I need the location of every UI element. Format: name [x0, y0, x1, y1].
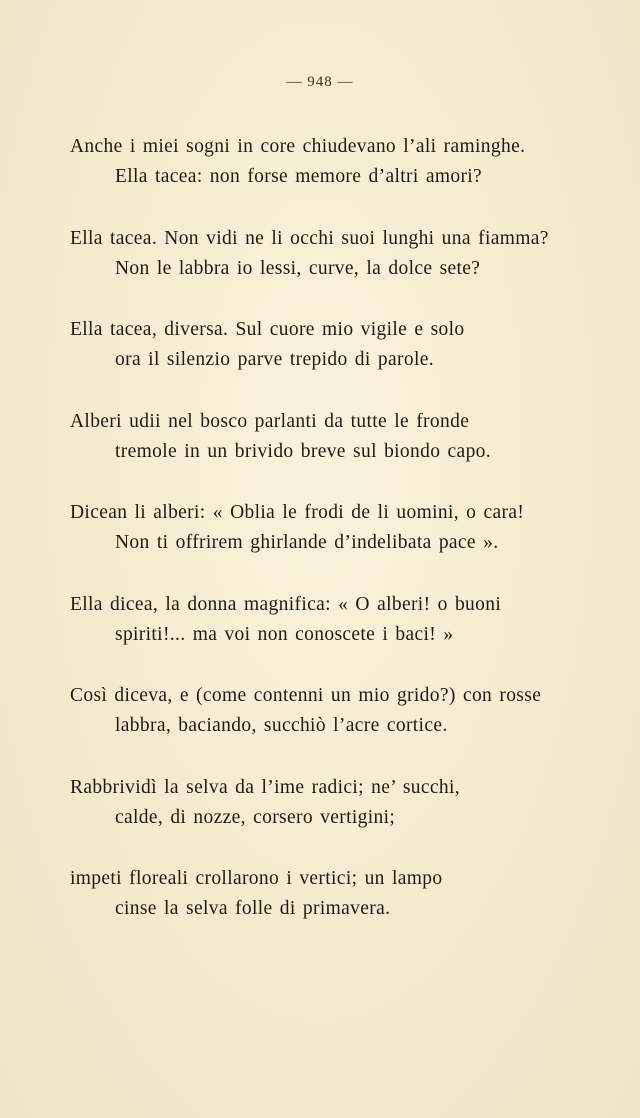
poem-text [70, 132, 610, 956]
stanza [70, 498, 610, 590]
stanza [70, 224, 610, 316]
verse-line: Non le labbra io lessi, curve, la dolce sete? [115, 257, 481, 279]
stanza [70, 864, 610, 956]
verse-line: Anche i miei sogni in core chiudevano l’ali raminghe. [70, 136, 526, 157]
verse-line: calde, di nozze, corsero vertigini; [115, 806, 396, 828]
verse-line: Rabbrividì la selva da l’ime radici; ne’ succhi, [70, 776, 460, 798]
stanza [70, 590, 610, 682]
verse-line: labbra, baciando, succhiò l’acre cortice. [115, 715, 448, 736]
stanza [70, 132, 610, 224]
verse-line: Ella tacea, diversa. Sul cuore mio vigile e solo [70, 319, 465, 340]
stanza [70, 407, 610, 499]
verse-line: spiriti!... ma voi non conoscete i baci! » [115, 623, 454, 645]
page-number: — 948 — [286, 74, 354, 90]
verse-line: Alberi udii nel bosco parlanti da tutte le fronde [70, 410, 470, 432]
verse-line: Ella tacea. Non vidi ne li occhi suoi lunghi una fiamma? [70, 227, 549, 249]
stanza [70, 315, 610, 407]
stanza [70, 681, 610, 773]
verse-line: cinse la selva folle di primavera. [115, 898, 391, 919]
verse-line: Non ti offrirem ghirlande d’indelibata pace ». [115, 532, 499, 553]
verse-line: impeti floreali crollarono i vertici; un lampo [70, 868, 443, 889]
verse-line: Dicean li alberi: « Oblia le frodi de li uomini, o cara! [70, 502, 525, 523]
verse-line: ora il silenzio parve trepido di parole. [115, 349, 434, 370]
verse-line: tremole in un brivido breve sul biondo capo. [115, 440, 491, 462]
verse-line: Ella tacea: non forse memore d’altri amori? [115, 166, 483, 187]
verse-line: Così diceva, e (come contenni un mio grido?) con rosse [70, 685, 542, 706]
verse-line: Ella dicea, la donna magnifica: « O alberi! o buoni [70, 593, 502, 615]
stanza [70, 773, 610, 865]
